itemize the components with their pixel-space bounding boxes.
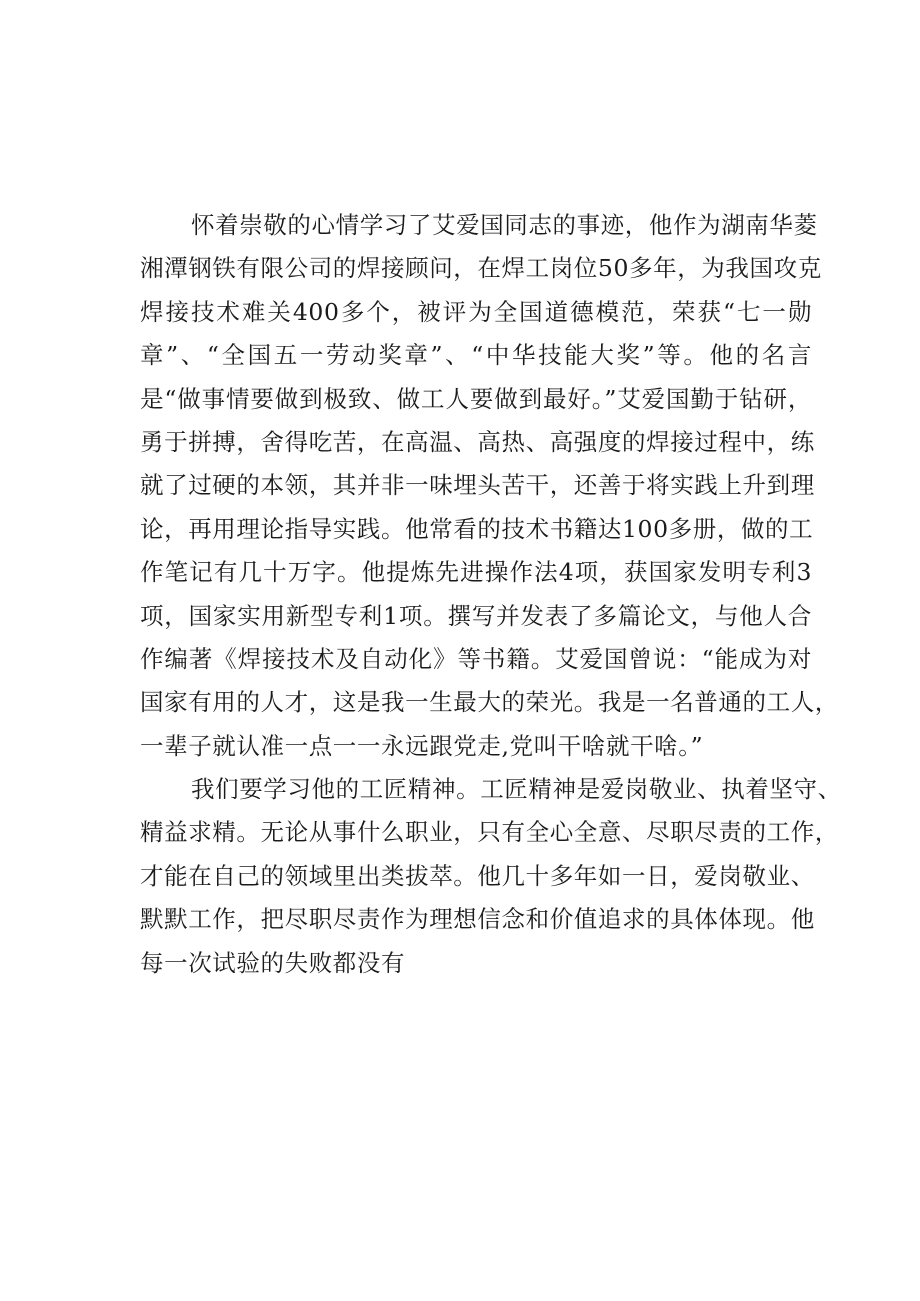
paragraph-line: 一辈子就认准一点一一永远跟党走,党叫干啥就干啥。” <box>140 731 704 760</box>
paragraph-line: 作笔记有几十万字。他提炼先进操作法4项，获国家发明专利3 <box>140 558 812 587</box>
paragraph-line: 每一次试验的失败都没有 <box>140 948 406 977</box>
paragraph-line: 焊接技术难关400多个，被评为全国道德模范，荣获“七一勋 <box>140 297 812 326</box>
paragraph-line: 就了过硬的本领，其并非一味埋头苦干，还善于将实践上升到理 <box>140 471 815 500</box>
paragraph-line: 作编著《焊接技术及自动化》等书籍。艾爱国曾说：“能成为对 <box>140 644 812 673</box>
paragraph-line: 湘潭钢铁有限公司的焊接顾问，在焊工岗位50多年，为我国攻克 <box>140 254 822 283</box>
paragraph-line: 勇于拼搏，舍得吃苦，在高温、高热、高强度的焊接过程中，练 <box>140 427 815 456</box>
paragraph-line: 精益求精。无论从事什么职业，只有全心全意、尽职尽责的工作， <box>140 818 839 847</box>
paragraph-2 <box>140 768 842 985</box>
body-text <box>140 204 842 985</box>
paragraph-1 <box>140 204 839 768</box>
paragraph-line: 怀着崇敬的心情学习了艾爱国同志的事迹，他作为湖南华菱 <box>191 211 818 239</box>
paragraph-line: 论，再用理论指导实践。他常看的技术书籍达100多册，做的工 <box>140 514 814 543</box>
paragraph-line: 我们要学习他的工匠精神。工匠精神是爱岗敬业、执着坚守、 <box>191 775 842 804</box>
paragraph-line: 默默工作，把尽职尽责作为理想信念和价值追求的具体体现。他 <box>140 905 815 934</box>
paragraph-line: 是“做事情要做到极致、做工人要做到最好。”艾爱国勤于钻研， <box>140 384 812 413</box>
paragraph-line: 才能在自己的领域里出类拔萃。他几十多年如一日，爱岗敬业、 <box>140 861 815 890</box>
paragraph-line: 章”、“全国五一劳动奖章”、“中华技能大奖”等。他的名言 <box>140 341 812 370</box>
paragraph-line: 国家有用的人才，这是我一生最大的荣光。我是一名普通的工人， <box>140 688 839 717</box>
paragraph-line: 项，国家实用新型专利1项。撰写并发表了多篇论文，与他人合 <box>140 601 812 630</box>
